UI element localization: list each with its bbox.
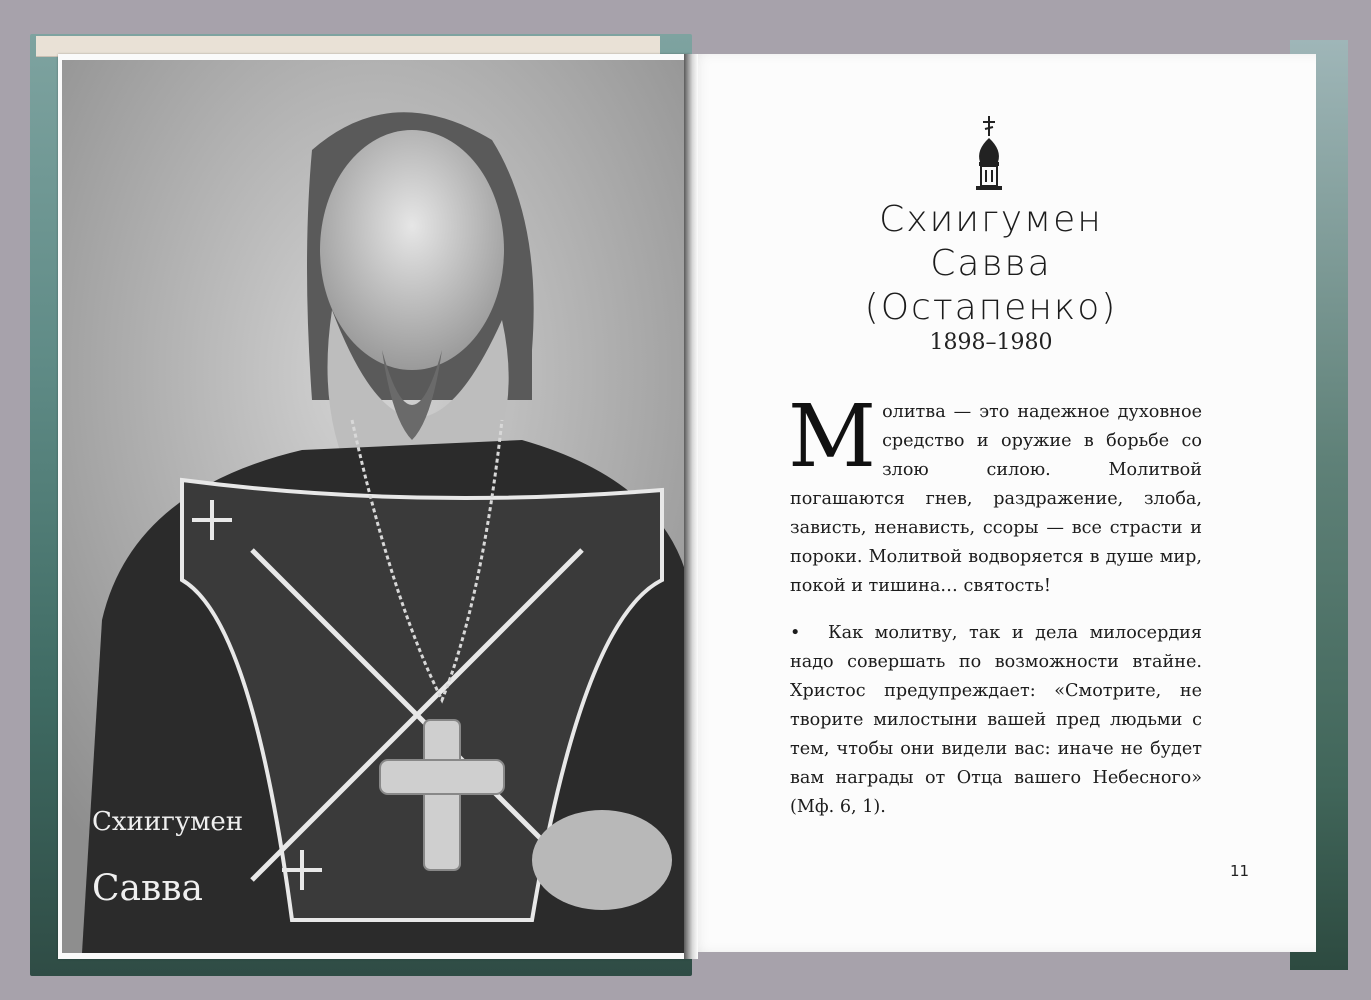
page-number: 11 [1230,862,1250,880]
paragraph-1 [788,387,1202,601]
body-text [788,387,1202,840]
paragraph-2 [790,619,1202,822]
portrait-photo [62,60,688,953]
photo-inscription-line2: Савва [92,868,204,909]
paragraph-2-text: Как молитву, так и дела милосердия надо совершать по возможности втайне. Христос предупреждает: «Смотрите, не творите милостыни вашей пред людьми с тем, чтобы они видели вас: иначе не будет вам награды от Отца вашего Небесного» (Мф. 6, 1). [790,623,1202,817]
book-gutter [684,54,698,959]
bullet-marker: • [790,623,801,643]
church-dome-icon [972,116,1006,194]
title-line-1: Схиигумен [879,199,1103,240]
paragraph-1-text: олитва — это надежное духовное средство и оружие в борьбе со злою силою. Молитвой погашаются гнев, раздражение, злоба, зависть, ненависть, ссоры — все страсти и пороки. Молитвой водворяется в душе мир, покой и тишина… святость! [790,402,1202,596]
life-years: 1898–1980 [929,330,1053,355]
photo-inscription-line1: Схиигумен [92,807,244,837]
title-line-3: (Остапенко) [864,287,1118,328]
title-line-2: Савва [930,243,1052,284]
chapter-title [700,198,1282,330]
portrait-illustration [62,60,688,953]
drop-cap: М [788,387,877,487]
